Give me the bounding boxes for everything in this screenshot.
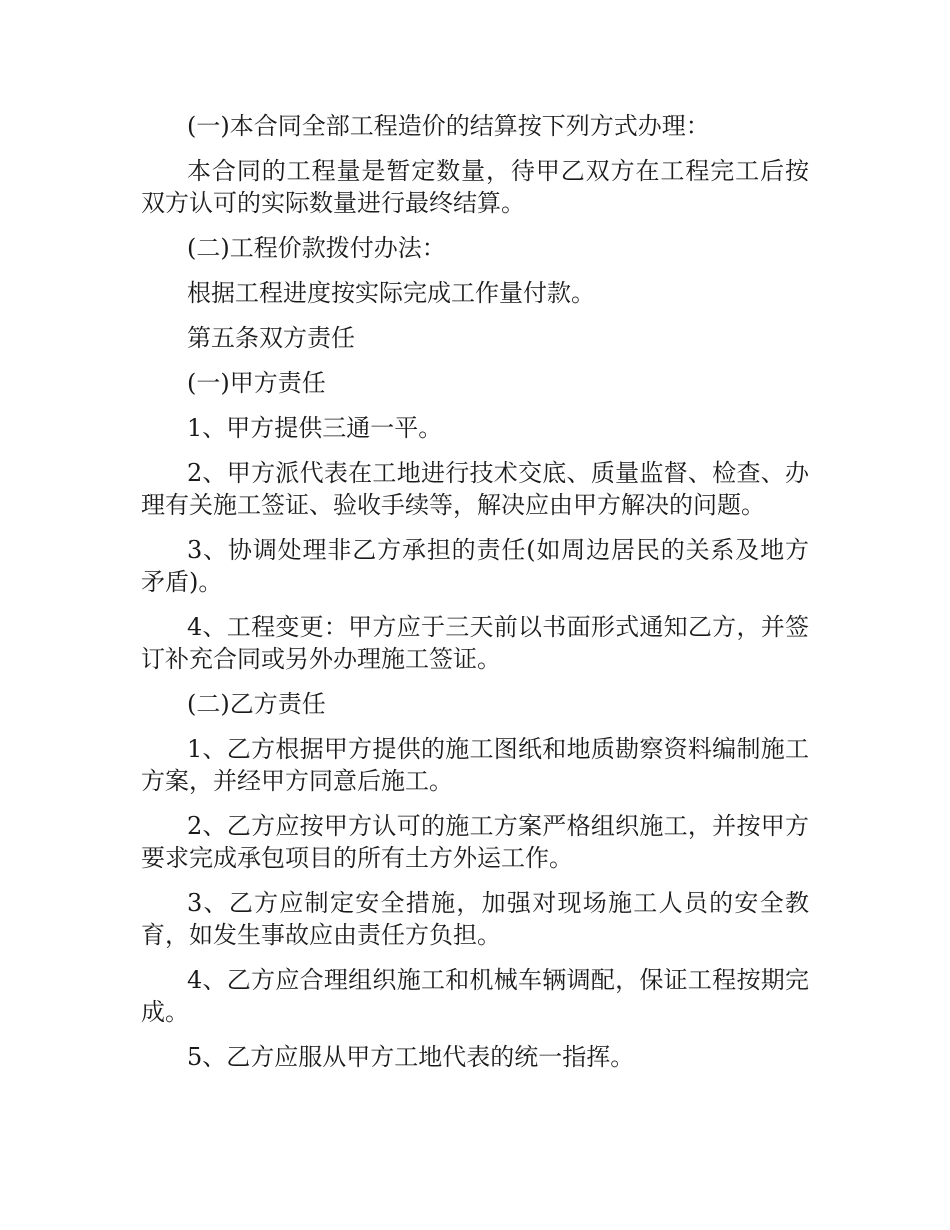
paragraph-payment-method-heading: (二)工程价款拨付办法： (187, 234, 446, 262)
party-a-item-2: 2、甲方派代表在工地进行技术交底、质量监督、检查、办理有关施工签证、验收手续等，解决应由甲方解决的问题。 (141, 459, 809, 519)
party-b-item-3: 3、乙方应制定安全措施，加强对现场施工人员的安全教育，如发生事故应由责任方负担。 (141, 889, 809, 949)
party-b-item-2: 2、乙方应按甲方认可的施工方案严格组织施工，并按甲方要求完成承包项目的所有土方外运工作。 (141, 812, 809, 872)
document-body (141, 110, 809, 1086)
party-a-item-4: 4、工程变更：甲方应于三天前以书面形式通知乙方，并签订补充合同或另外办理施工签证。 (141, 613, 809, 673)
paragraph-provisional-quantity: 本合同的工程量是暂定数量，待甲乙双方在工程完工后按双方认可的实际数量进行最终结算。 (141, 157, 809, 217)
paragraph-payment-by-progress: 根据工程进度按实际完成工作量付款。 (187, 279, 595, 307)
party-b-item-5: 5、乙方应服从甲方工地代表的统一指挥。 (187, 1043, 635, 1071)
article-five-heading: 第五条双方责任 (187, 324, 355, 352)
party-b-item-1: 1、乙方根据甲方提供的施工图纸和地质勘察资料编制施工方案，并经甲方同意后施工。 (141, 735, 809, 795)
party-b-responsibility-heading: (二)乙方责任 (187, 690, 326, 718)
paragraph-settlement-method: (一)本合同全部工程造价的结算按下列方式办理： (187, 112, 710, 140)
party-b-item-4: 4、乙方应合理组织施工和机械车辆调配，保证工程按期完成。 (141, 966, 809, 1026)
party-a-item-1: 1、甲方提供三通一平。 (187, 414, 443, 442)
party-a-item-3: 3、协调处理非乙方承担的责任(如周边居民的关系及地方矛盾)。 (141, 536, 809, 596)
party-a-responsibility-heading: (一)甲方责任 (187, 369, 326, 397)
